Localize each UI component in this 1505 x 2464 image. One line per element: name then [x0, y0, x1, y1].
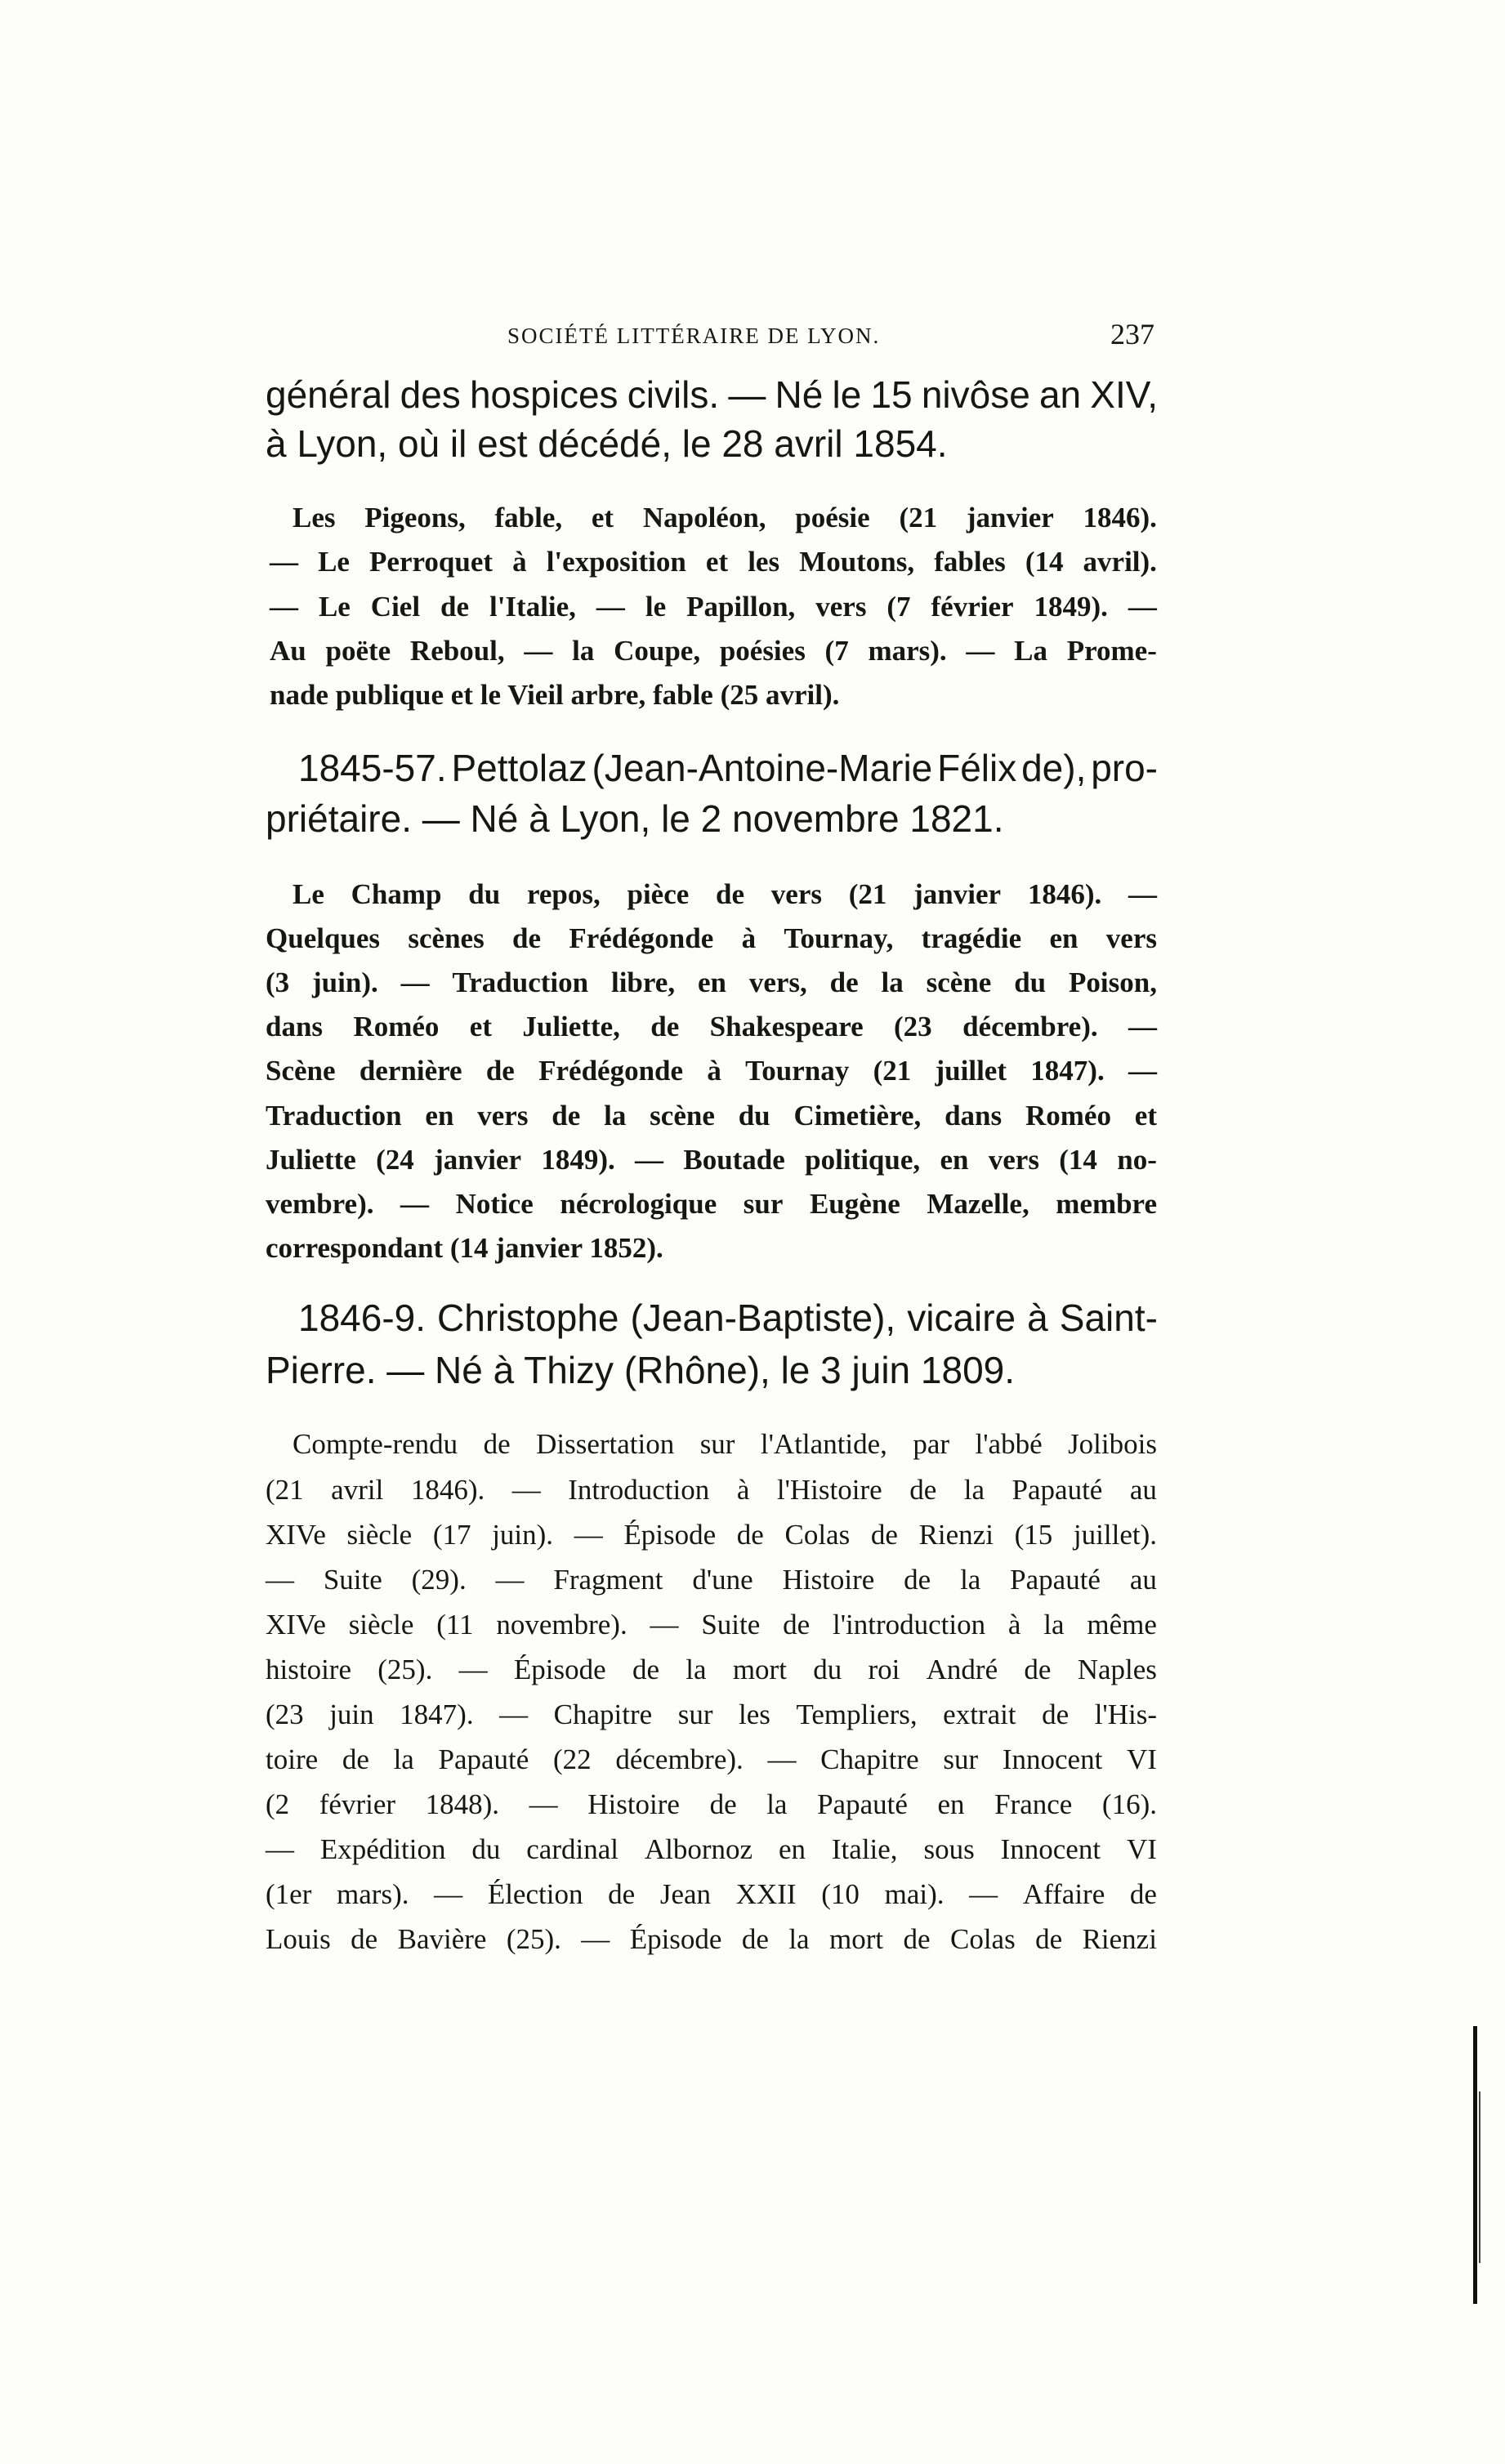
text-line: — Expédition du cardinal Albornoz en Italie, sous Innocent VI [266, 1833, 1157, 1865]
entry-heading-line: 1846-9. Christophe (Jean-Baptiste), vicaire à Saint- [298, 1297, 1158, 1339]
text-line: dans Roméo et Juliette, de Shakespeare (23 décembre). — [266, 1011, 1157, 1042]
text-line: Quelques scènes de Frédégonde à Tournay, tragédie en vers [266, 922, 1157, 954]
text-line: Traduction en vers de la scène du Cimetière, dans Roméo et [266, 1100, 1157, 1132]
entry-heading-line: Pierre. — Né à Thizy (Rhône), le 3 juin 1809. [266, 1349, 1016, 1391]
running-title: SOCIÉTÉ LITTÉRAIRE DE LYON. [507, 324, 881, 348]
page-edge-mark [1479, 2091, 1480, 2263]
text-line: (1er mars). — Élection de Jean XXII (10 mai). — Affaire de [266, 1878, 1157, 1910]
text-line: nade publique et le Vieil arbre, fable (25 avril). [270, 679, 840, 711]
text-line: général des hospices civils. — Né le 15 nivôse an XIV, [266, 373, 1158, 416]
text-line: — Suite (29). — Fragment d'une Histoire de la Papauté au [266, 1564, 1157, 1596]
text-line: — Le Perroquet à l'exposition et les Moutons, fables (14 avril). [270, 546, 1157, 578]
text-line: correspondant (14 janvier 1852). [266, 1232, 663, 1264]
entry-heading-line: 1845-57. Pettolaz (Jean-Antoine-Marie Félix de), pro- [298, 747, 1158, 789]
page-number: 237 [1110, 318, 1154, 350]
text-line: (21 avril 1846). — Introduction à l'Histoire de la Papauté au [266, 1474, 1157, 1506]
text-line: XIVe siècle (11 novembre). — Suite de l'introduction à la même [266, 1609, 1157, 1640]
text-line: histoire (25). — Épisode de la mort du roi André de Naples [266, 1654, 1157, 1685]
text-line: Louis de Bavière (25). — Épisode de la mort de Colas de Rienzi [266, 1923, 1157, 1955]
text-line: toire de la Papauté (22 décembre). — Chapitre sur Innocent VI [266, 1743, 1157, 1775]
text-line: (2 février 1848). — Histoire de la Papauté en France (16). [266, 1788, 1157, 1820]
running-header [266, 320, 1156, 356]
text-line: (3 juin). — Traduction libre, en vers, de la scène du Poison, [266, 966, 1157, 998]
page-edge-mark [1473, 2026, 1477, 2304]
text-line: vembre). — Notice nécrologique sur Eugène Mazelle, membre [266, 1188, 1157, 1220]
text-line: XIVe siècle (17 juin). — Épisode de Colas de Rienzi (15 juillet). [266, 1519, 1157, 1551]
text-line: Au poëte Reboul, — la Coupe, poésies (7 mars). — La Prome- [270, 635, 1157, 667]
entry-heading-line: priétaire. — Né à Lyon, le 2 novembre 1821. [266, 797, 1004, 840]
text-line: — Le Ciel de l'Italie, — le Papillon, vers (7 février 1849). — [270, 591, 1157, 623]
text-line: Scène dernière de Frédégonde à Tournay (21 juillet 1847). — [266, 1055, 1157, 1087]
text-line: Juliette (24 janvier 1849). — Boutade politique, en vers (14 no- [266, 1144, 1157, 1176]
text-line: (23 juin 1847). — Chapitre sur les Templiers, extrait de l'His- [266, 1698, 1157, 1730]
text-line: Compte-rendu de Dissertation sur l'Atlantide, par l'abbé Jolibois [293, 1428, 1157, 1460]
text-line: à Lyon, où il est décédé, le 28 avril 1854. [266, 422, 948, 465]
text-line: Les Pigeons, fable, et Napoléon, poésie (21 janvier 1846). [293, 502, 1157, 533]
text-line: Le Champ du repos, pièce de vers (21 janvier 1846). — [293, 878, 1157, 910]
